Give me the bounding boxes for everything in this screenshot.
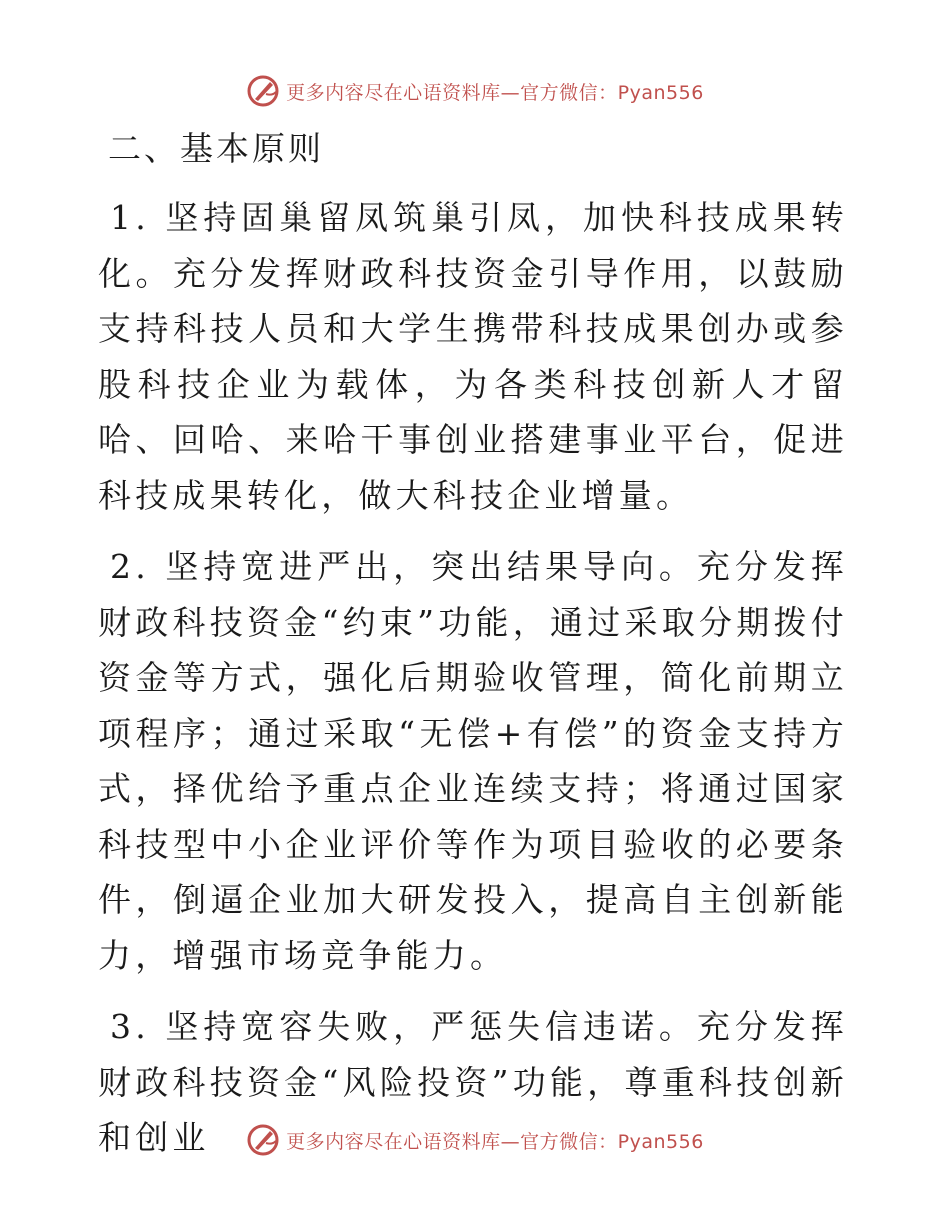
header-watermark [0, 71, 950, 111]
document-body [98, 122, 848, 1182]
watermark-text: 更多内容尽在心语资料库—官方微信：Pyan556 [286, 81, 704, 104]
footer-watermark [0, 1120, 950, 1160]
paragraph-3: 3. 坚持宽容失败，严惩失信违诺。充分发挥财政科技资金“风险投资”功能，尊重科技创新和创业 [98, 1007, 848, 1157]
paragraph-2: 2. 坚持宽进严出，突出结果导向。充分发挥财政科技资金“约束”功能，通过采取分期拨付资金等方式，强化后期验收管理，简化前期立项程序；通过采取“无偿+有偿”的资金支持方式，择优给予重点企业连续支持；将通过国家科技型中小企业评价等作为项目验收的必要条件，倒逼企业加大研发投入，提高自主创新能力，增强市场竞争能力。 [98, 547, 848, 975]
section-heading: 二、基本原则 [108, 129, 324, 168]
quill-circle-icon [246, 1123, 280, 1157]
quill-circle-icon [246, 74, 280, 108]
paragraph-1: 1. 坚持固巢留凤筑巢引凤，加快科技成果转化。充分发挥财政科技资金引导作用，以鼓励支持科技人员和大学生携带科技成果创办或参股科技企业为载体，为各类科技创新人才留哈、回哈、来哈干事创业搭建事业平台，促进科技成果转化，做大科技企业增量。 [98, 198, 848, 515]
watermark-text: 更多内容尽在心语资料库—官方微信：Pyan556 [286, 1130, 704, 1153]
